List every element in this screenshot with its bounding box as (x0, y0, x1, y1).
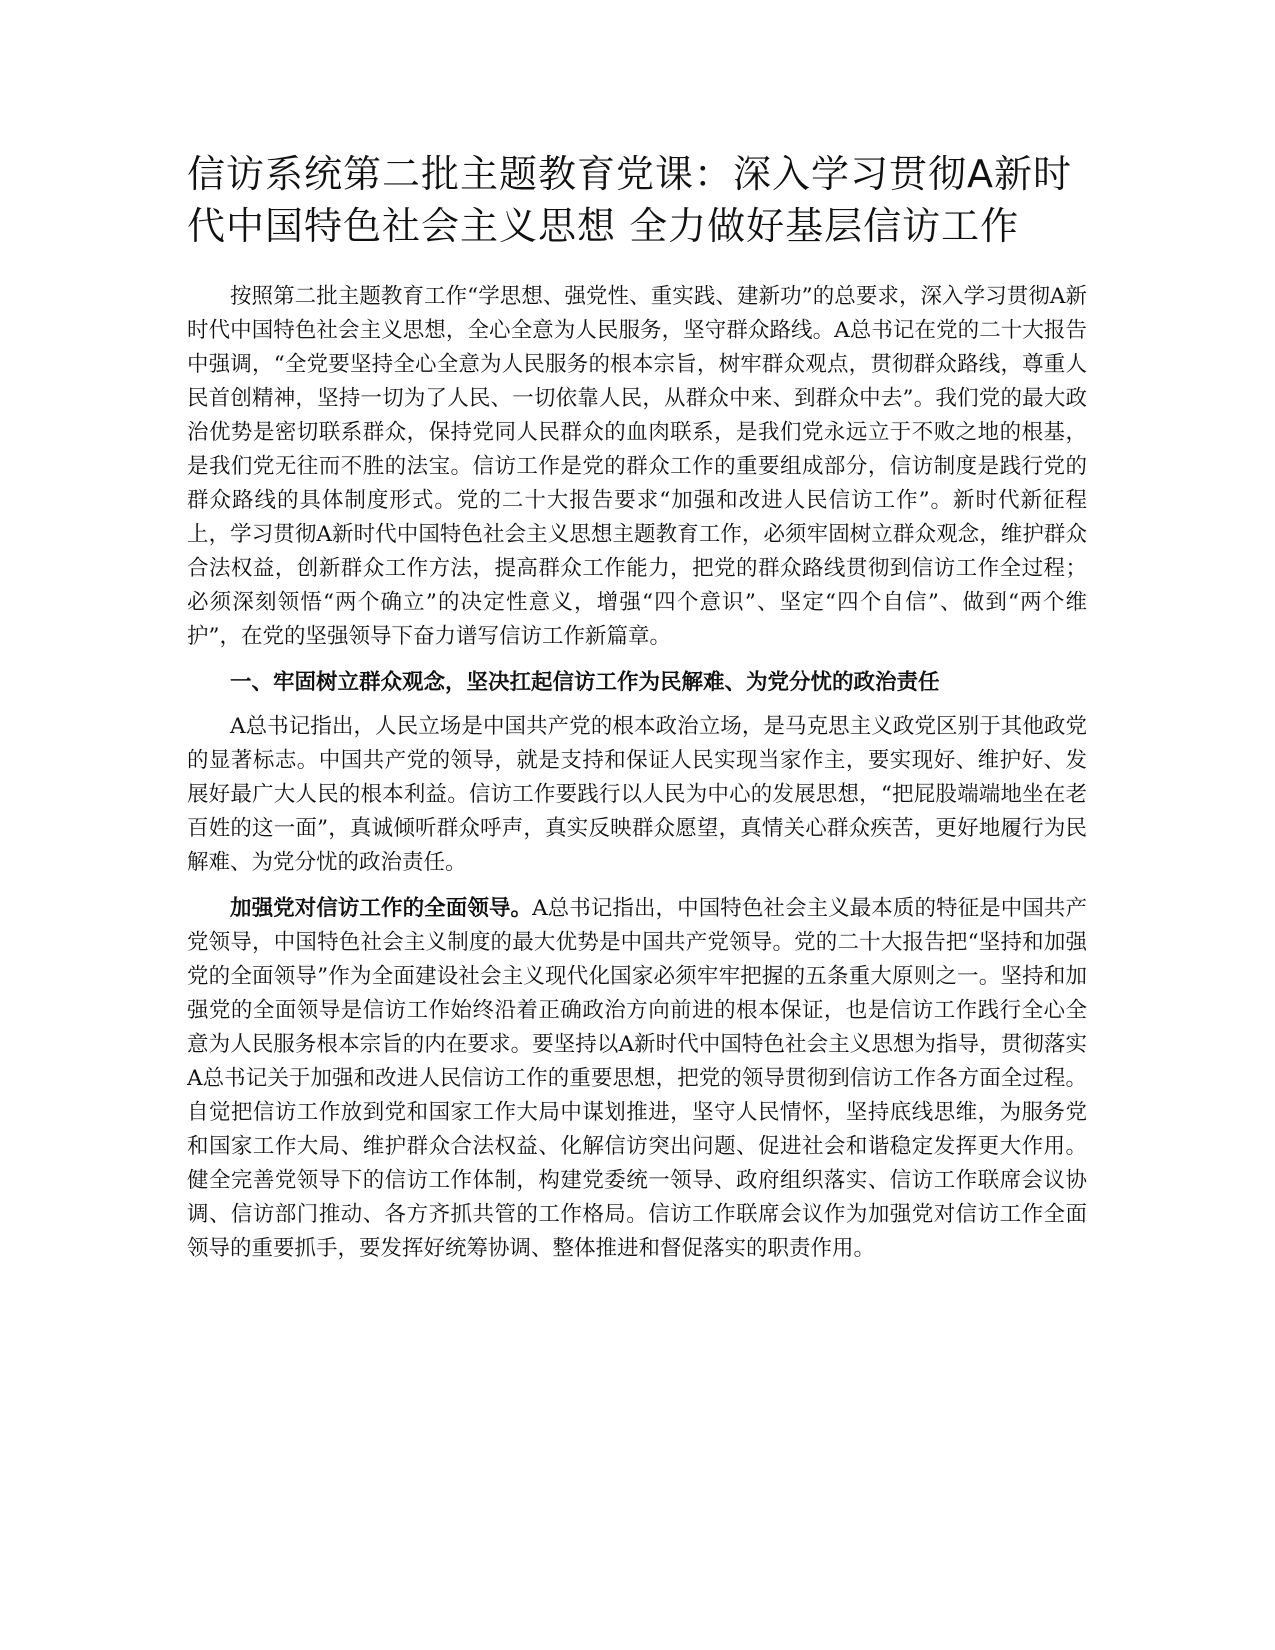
section-paragraph: A总书记指出，人民立场是中国共产党的根本政治立场，是马克思主义政党区别于其他政党的显著标志。中国共产党的领导，就是支持和保证人民实现当家作主，要实现好、维护好、发展好最广大人民的根本利益。信访工作要践行以人民为中心的发展思想，“把屁股端端地坐在老百姓的这一面”，真诚倾听群众呼声，真实反映群众愿望，真情关心群众疾苦，更好地履行为民解难、为党分忧的政治责任。 (187, 714, 1087, 875)
document-title: 信访系统第二批主题教育党课：深入学习贯彻A新时代中国特色社会主义思想 全力做好基层信访工作 (187, 152, 1072, 248)
subsection-lead: 加强党对信访工作的全面领导。 (230, 896, 533, 921)
subsection-body: A总书记指出，中国特色社会主义最本质的特征是中国共产党领导，中国特色社会主义制度的最大优势是中国共产党领导。党的二十大报告把“坚持和加强党的全面领导”作为全面建设社会主义现代化国家必须牢牢把握的五条重大原则之一。坚持和加强党的全面领导是信访工作始终沿着正确政治方向前进的根本保证，也是信访工作践行全心全意为人民服务根本宗旨的内在要求。要坚持以A新时代中国特色社会主义思想为指导，贯彻落实A总书记关于加强和改进人民信访工作的重要思想，把党的领导贯彻到信访工作各方面全过程。自觉把信访工作放到党和国家工作大局中谋划推进，坚守人民情怀，坚持底线思维，为服务党和国家工作大局、维护群众合法权益、化解信访突出问题、促进社会和谐稳定发挥更大作用。健全完善党领导下的信访工作体制，构建党委统一领导、政府组织落实、信访工作联席会议协调、信访部门推动、各方齐抓共管的工作格局。信访工作联席会议作为加强党对信访工作全面领导的重要抓手，要发挥好统筹协调、整体推进和督促落实的职责作用。 (187, 896, 1087, 1261)
intro-paragraph: 按照第二批主题教育工作“学思想、强党性、重实践、建新功”的总要求，深入学习贯彻A新时代中国特色社会主义思想，全心全意为人民服务，坚守群众路线。A总书记在党的二十大报告中强调，“全党要坚持全心全意为人民服务的根本宗旨，树牢群众观点，贯彻群众路线，尊重人民首创精神，坚持一切为了人民、一切依靠人民，从群众中来、到群众中去”。我们党的最大政治优势是密切联系群众，保持党同人民群众的血肉联系，是我们党永远立于不败之地的根基，是我们党无往而不胜的法宝。信访工作是党的群众工作的重要组成部分，信访制度是践行党的群众路线的具体制度形式。党的二十大报告要求“加强和改进人民信访工作”。新时代新征程上，学习贯彻A新时代中国特色社会主义思想主题教育工作，必须牢固树立群众观念，维护群众合法权益，创新群众工作方法，提高群众工作能力，把党的群众路线贯彻到信访工作全过程；必须深刻领悟“两个确立”的决定性意义，增强“四个意识”、坚定“四个自信”、做到“两个维护”，在党的坚强领导下奋力谱写信访工作新篇章。 (187, 284, 1087, 649)
subsection-paragraph (187, 892, 1087, 1266)
document-page (187, 148, 1087, 1266)
section-heading: 一、牢固树立群众观念，坚决扛起信访工作为民解难、为党分忧的政治责任 (230, 670, 940, 695)
